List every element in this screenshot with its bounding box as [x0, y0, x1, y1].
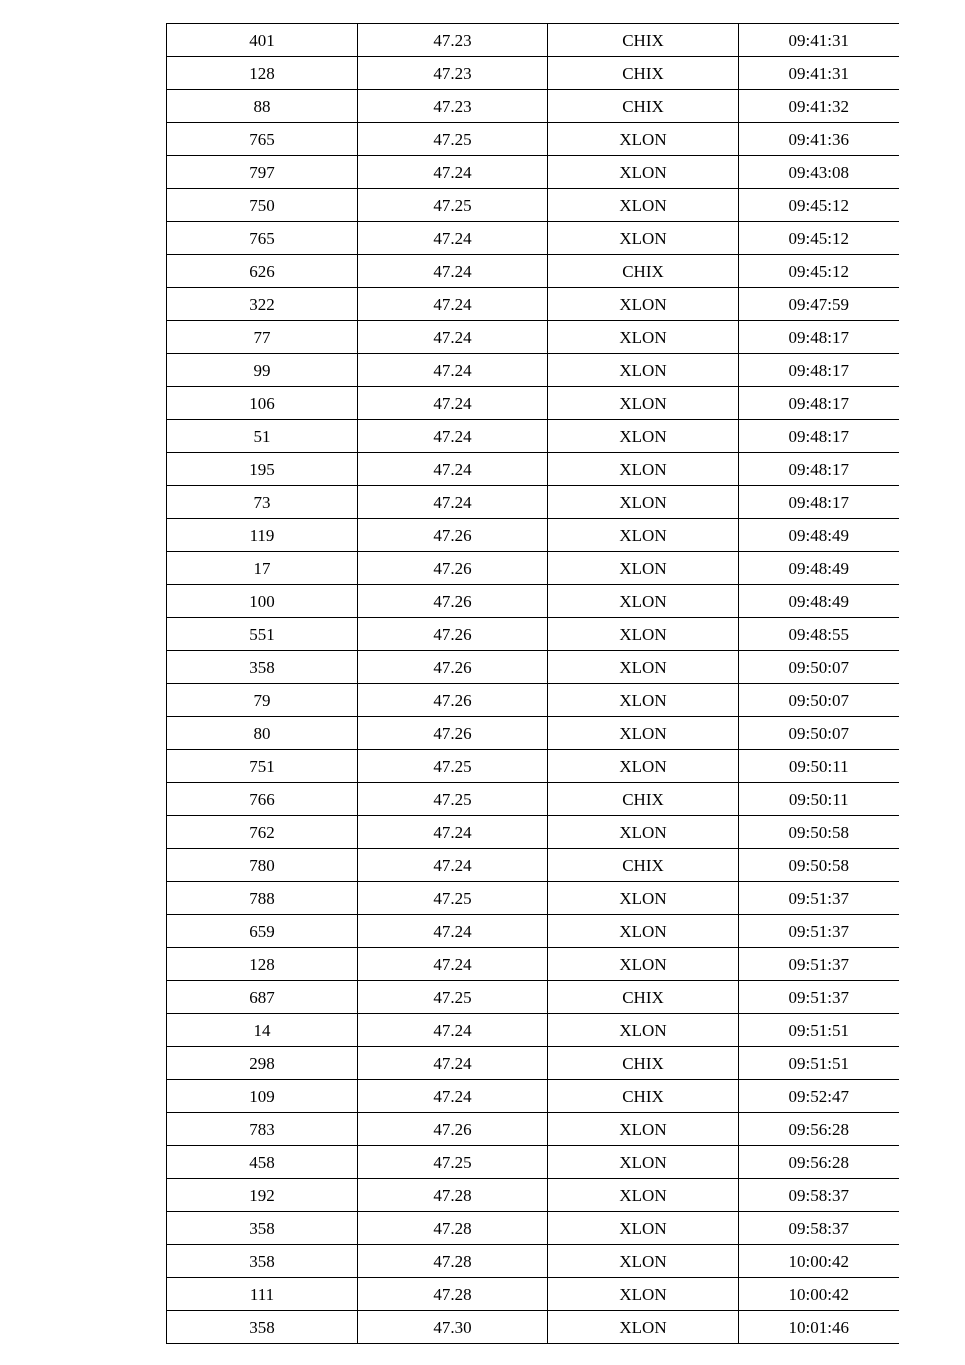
table-row: [167, 255, 899, 288]
table-row: [167, 552, 899, 585]
volume-cell: 80: [167, 717, 358, 750]
table-row: [167, 486, 899, 519]
time-cell: 09:48:17: [739, 486, 899, 519]
table-row: [167, 882, 899, 915]
table-row: [167, 24, 899, 57]
volume-cell: 626: [167, 255, 358, 288]
table-row: [167, 354, 899, 387]
price-cell: 47.26: [358, 585, 548, 618]
volume-cell: 750: [167, 189, 358, 222]
volume-cell: 77: [167, 321, 358, 354]
table-row: [167, 1311, 899, 1344]
table-row: [167, 783, 899, 816]
table-row: [167, 585, 899, 618]
table-row: [167, 684, 899, 717]
time-cell: 10:00:42: [739, 1245, 899, 1278]
price-cell: 47.24: [358, 1047, 548, 1080]
price-cell: 47.24: [358, 354, 548, 387]
time-cell: 09:47:59: [739, 288, 899, 321]
venue-cell: XLON: [548, 1212, 739, 1245]
time-cell: 09:48:55: [739, 618, 899, 651]
volume-cell: 106: [167, 387, 358, 420]
venue-cell: CHIX: [548, 1080, 739, 1113]
table-row: [167, 948, 899, 981]
volume-cell: 298: [167, 1047, 358, 1080]
venue-cell: XLON: [548, 1311, 739, 1344]
table-row: [167, 816, 899, 849]
price-cell: 47.24: [358, 915, 548, 948]
time-cell: 09:51:37: [739, 948, 899, 981]
table-row: [167, 1047, 899, 1080]
table-row: [167, 1212, 899, 1245]
table-row: [167, 123, 899, 156]
time-cell: 09:51:37: [739, 915, 899, 948]
volume-cell: 192: [167, 1179, 358, 1212]
volume-cell: 119: [167, 519, 358, 552]
venue-cell: XLON: [548, 486, 739, 519]
table-row: [167, 1179, 899, 1212]
price-cell: 47.25: [358, 189, 548, 222]
time-cell: 09:58:37: [739, 1212, 899, 1245]
price-cell: 47.23: [358, 57, 548, 90]
price-cell: 47.24: [358, 816, 548, 849]
volume-cell: 195: [167, 453, 358, 486]
venue-cell: CHIX: [548, 57, 739, 90]
table-row: [167, 453, 899, 486]
time-cell: 09:43:08: [739, 156, 899, 189]
venue-cell: XLON: [548, 882, 739, 915]
time-cell: 09:50:11: [739, 783, 899, 816]
time-cell: 09:48:17: [739, 387, 899, 420]
venue-cell: XLON: [548, 222, 739, 255]
venue-cell: XLON: [548, 618, 739, 651]
volume-cell: 762: [167, 816, 358, 849]
price-cell: 47.24: [358, 486, 548, 519]
price-cell: 47.23: [358, 90, 548, 123]
time-cell: 09:48:17: [739, 420, 899, 453]
volume-cell: 458: [167, 1146, 358, 1179]
volume-cell: 780: [167, 849, 358, 882]
venue-cell: CHIX: [548, 24, 739, 57]
venue-cell: CHIX: [548, 1047, 739, 1080]
volume-cell: 751: [167, 750, 358, 783]
venue-cell: XLON: [548, 354, 739, 387]
price-cell: 47.28: [358, 1278, 548, 1311]
time-cell: 09:41:31: [739, 57, 899, 90]
table-row: [167, 915, 899, 948]
table-row: [167, 90, 899, 123]
price-cell: 47.24: [358, 453, 548, 486]
volume-cell: 79: [167, 684, 358, 717]
venue-cell: XLON: [548, 915, 739, 948]
venue-cell: CHIX: [548, 981, 739, 1014]
trades-table: [166, 23, 899, 1344]
venue-cell: XLON: [548, 585, 739, 618]
table-row: [167, 519, 899, 552]
venue-cell: XLON: [548, 651, 739, 684]
time-cell: 09:56:28: [739, 1146, 899, 1179]
venue-cell: XLON: [548, 1278, 739, 1311]
price-cell: 47.26: [358, 552, 548, 585]
table-row: [167, 156, 899, 189]
time-cell: 09:48:49: [739, 519, 899, 552]
time-cell: 10:00:42: [739, 1278, 899, 1311]
price-cell: 47.24: [358, 420, 548, 453]
venue-cell: XLON: [548, 1146, 739, 1179]
price-cell: 47.23: [358, 24, 548, 57]
price-cell: 47.28: [358, 1212, 548, 1245]
venue-cell: CHIX: [548, 255, 739, 288]
table-row: [167, 981, 899, 1014]
price-cell: 47.26: [358, 618, 548, 651]
price-cell: 47.25: [358, 783, 548, 816]
price-cell: 47.25: [358, 981, 548, 1014]
price-cell: 47.25: [358, 1146, 548, 1179]
table-row: [167, 57, 899, 90]
volume-cell: 51: [167, 420, 358, 453]
time-cell: 09:50:07: [739, 684, 899, 717]
volume-cell: 788: [167, 882, 358, 915]
time-cell: 09:45:12: [739, 222, 899, 255]
price-cell: 47.24: [358, 222, 548, 255]
price-cell: 47.28: [358, 1179, 548, 1212]
price-cell: 47.25: [358, 750, 548, 783]
volume-cell: 109: [167, 1080, 358, 1113]
price-cell: 47.26: [358, 519, 548, 552]
venue-cell: XLON: [548, 1014, 739, 1047]
time-cell: 09:48:17: [739, 453, 899, 486]
price-cell: 47.30: [358, 1311, 548, 1344]
price-cell: 47.24: [358, 948, 548, 981]
time-cell: 09:48:17: [739, 321, 899, 354]
time-cell: 09:48:49: [739, 585, 899, 618]
volume-cell: 128: [167, 948, 358, 981]
price-cell: 47.26: [358, 651, 548, 684]
price-cell: 47.26: [358, 1113, 548, 1146]
venue-cell: XLON: [548, 717, 739, 750]
volume-cell: 766: [167, 783, 358, 816]
volume-cell: 322: [167, 288, 358, 321]
time-cell: 09:50:11: [739, 750, 899, 783]
table-row: [167, 387, 899, 420]
price-cell: 47.25: [358, 882, 548, 915]
table-row: [167, 1014, 899, 1047]
time-cell: 09:51:51: [739, 1047, 899, 1080]
venue-cell: XLON: [548, 420, 739, 453]
venue-cell: XLON: [548, 156, 739, 189]
volume-cell: 687: [167, 981, 358, 1014]
price-cell: 47.25: [358, 123, 548, 156]
volume-cell: 358: [167, 651, 358, 684]
venue-cell: XLON: [548, 552, 739, 585]
venue-cell: XLON: [548, 321, 739, 354]
table-row: [167, 420, 899, 453]
table-row: [167, 189, 899, 222]
table-row: [167, 1146, 899, 1179]
time-cell: 09:48:49: [739, 552, 899, 585]
time-cell: 09:51:37: [739, 882, 899, 915]
time-cell: 09:48:17: [739, 354, 899, 387]
venue-cell: XLON: [548, 189, 739, 222]
price-cell: 47.24: [358, 387, 548, 420]
price-cell: 47.24: [358, 321, 548, 354]
time-cell: 09:58:37: [739, 1179, 899, 1212]
volume-cell: 99: [167, 354, 358, 387]
time-cell: 09:45:12: [739, 189, 899, 222]
venue-cell: XLON: [548, 288, 739, 321]
table-row: [167, 321, 899, 354]
time-cell: 09:50:07: [739, 717, 899, 750]
volume-cell: 797: [167, 156, 358, 189]
price-cell: 47.26: [358, 684, 548, 717]
time-cell: 09:45:12: [739, 255, 899, 288]
venue-cell: XLON: [548, 684, 739, 717]
volume-cell: 401: [167, 24, 358, 57]
price-cell: 47.24: [358, 849, 548, 882]
volume-cell: 128: [167, 57, 358, 90]
venue-cell: XLON: [548, 453, 739, 486]
venue-cell: XLON: [548, 123, 739, 156]
time-cell: 09:41:32: [739, 90, 899, 123]
volume-cell: 73: [167, 486, 358, 519]
table-row: [167, 1278, 899, 1311]
venue-cell: XLON: [548, 1179, 739, 1212]
price-cell: 47.24: [358, 156, 548, 189]
price-cell: 47.24: [358, 1080, 548, 1113]
volume-cell: 100: [167, 585, 358, 618]
venue-cell: CHIX: [548, 90, 739, 123]
volume-cell: 111: [167, 1278, 358, 1311]
table-row: [167, 750, 899, 783]
time-cell: 09:41:36: [739, 123, 899, 156]
volume-cell: 358: [167, 1245, 358, 1278]
time-cell: 09:50:07: [739, 651, 899, 684]
price-cell: 47.24: [358, 1014, 548, 1047]
venue-cell: XLON: [548, 1113, 739, 1146]
time-cell: 09:51:51: [739, 1014, 899, 1047]
time-cell: 10:01:46: [739, 1311, 899, 1344]
volume-cell: 14: [167, 1014, 358, 1047]
time-cell: 09:41:31: [739, 24, 899, 57]
table-row: [167, 651, 899, 684]
venue-cell: XLON: [548, 1245, 739, 1278]
venue-cell: XLON: [548, 519, 739, 552]
table-row: [167, 618, 899, 651]
volume-cell: 88: [167, 90, 358, 123]
table-row: [167, 717, 899, 750]
volume-cell: 765: [167, 222, 358, 255]
volume-cell: 17: [167, 552, 358, 585]
volume-cell: 551: [167, 618, 358, 651]
table-row: [167, 222, 899, 255]
trades-table-body: [167, 24, 899, 1344]
venue-cell: CHIX: [548, 783, 739, 816]
volume-cell: 765: [167, 123, 358, 156]
volume-cell: 358: [167, 1212, 358, 1245]
venue-cell: XLON: [548, 387, 739, 420]
table-row: [167, 1245, 899, 1278]
price-cell: 47.28: [358, 1245, 548, 1278]
venue-cell: CHIX: [548, 849, 739, 882]
time-cell: 09:50:58: [739, 816, 899, 849]
time-cell: 09:56:28: [739, 1113, 899, 1146]
volume-cell: 358: [167, 1311, 358, 1344]
venue-cell: XLON: [548, 816, 739, 849]
venue-cell: XLON: [548, 948, 739, 981]
table-row: [167, 849, 899, 882]
time-cell: 09:51:37: [739, 981, 899, 1014]
table-row: [167, 1080, 899, 1113]
table-row: [167, 288, 899, 321]
time-cell: 09:52:47: [739, 1080, 899, 1113]
volume-cell: 783: [167, 1113, 358, 1146]
price-cell: 47.24: [358, 288, 548, 321]
price-cell: 47.26: [358, 717, 548, 750]
time-cell: 09:50:58: [739, 849, 899, 882]
volume-cell: 659: [167, 915, 358, 948]
price-cell: 47.24: [358, 255, 548, 288]
venue-cell: XLON: [548, 750, 739, 783]
table-row: [167, 1113, 899, 1146]
